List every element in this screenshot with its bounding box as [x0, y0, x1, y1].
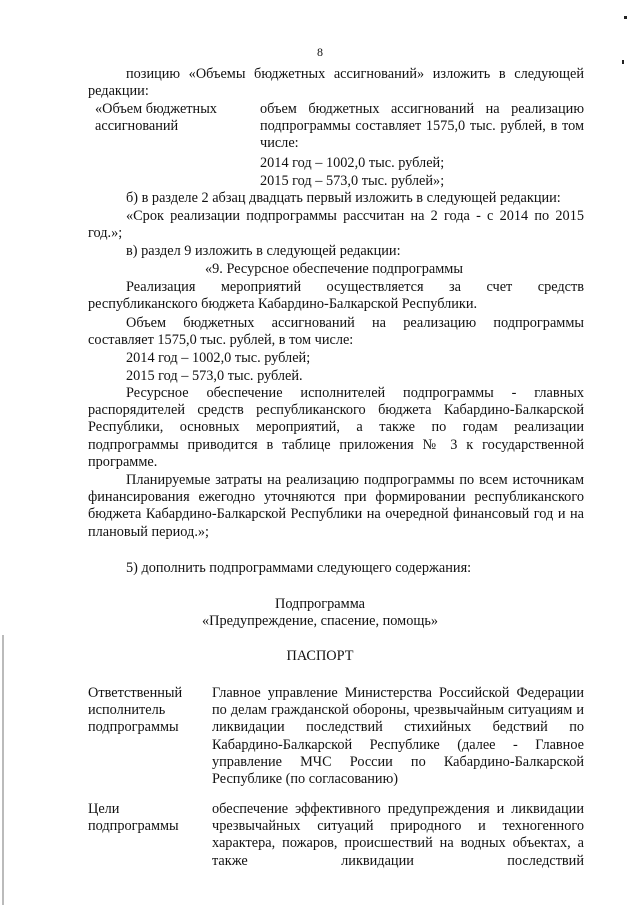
budget-2015: 2015 год – 573,0 тыс. рублей»;: [260, 173, 445, 189]
budget-label-line1: «Объем бюджетных: [95, 101, 217, 117]
section-9-2015: 2015 год – 573,0 тыс. рублей.: [126, 368, 303, 384]
passport-heading: ПАСПОРТ: [286, 648, 354, 664]
section-9-paragraph-2: Объем бюджетных ассигнований на реализацию подпрограммы составляет 1575,0 тыс. рублей, в том числе:: [88, 315, 584, 349]
section-9-title: «9. Ресурсное обеспечение подпрограммы: [205, 261, 463, 277]
scan-speck: [622, 60, 624, 64]
budget-label-line2: ассигнований: [95, 118, 179, 134]
budget-2014: 2014 год – 1002,0 тыс. рублей;: [260, 155, 445, 171]
row-responsible-label: Ответственный исполнитель подпрограммы: [88, 685, 183, 736]
paragraph-v: в) раздел 9 изложить в следующей редакции:: [126, 243, 401, 259]
paragraph-term: «Срок реализации подпрограммы рассчитан на 2 года - с 2014 по 2015 год.»;: [88, 208, 584, 242]
row-goals-value: обеспечение эффективного предупреждения и ликвидации чрезвычайных ситуаций природного и техногенного характера, пожаров, происшествий на водных объектах, а также ликвидации последствий: [212, 801, 584, 869]
paragraph-5: 5) дополнить подпрограммами следующего содержания:: [126, 560, 472, 576]
scan-edge-shadow: [2, 635, 4, 905]
row-responsible-value: Главное управление Министерства Российской Федерации по делам гражданской обороны, чрезвычайным ситуациям и ликвидации последствий стихийных бедствий по Кабардино-Балкарской Республике (далее - Главное управление МЧС России по Кабардино-Балкарской Республике (по согласованию): [212, 685, 584, 788]
row-goals-label: Цели подпрограммы: [88, 801, 179, 835]
subprogram-title: «Предупреждение, спасение, помощь»: [201, 613, 439, 629]
paragraph-budget-position: позицию «Объемы бюджетных ассигнований» изложить в следующей редакции:: [88, 66, 584, 100]
section-9-paragraph-4: Планируемые затраты на реализацию подпрограммы по всем источникам финансирования ежегодно уточняются при формировании республиканского бюджета Кабардино-Балкарской Республики на очередной финансовый год и на плановый период.»;: [88, 472, 584, 540]
budget-value: объем бюджетных ассигнований на реализацию подпрограммы составляет 1575,0 тыс. рублей, в том числе:: [260, 101, 584, 152]
paragraph-b: б) в разделе 2 абзац двадцать первый изложить в следующей редакции:: [126, 190, 561, 206]
scan-speck: [624, 16, 627, 19]
page-number: 8: [317, 45, 323, 59]
section-9-paragraph-3: Ресурсное обеспечение исполнителей подпрограммы - главных распорядителей средств республиканского бюджета Кабардино-Балкарской Республики, основных мероприятий, а также по годам реализации подпрограммы приводится в таблице приложения № 3 к государственной программе.: [88, 385, 584, 470]
section-9-2014: 2014 год – 1002,0 тыс. рублей;: [126, 350, 311, 366]
section-9-paragraph-1: Реализация мероприятий осуществляется за счет средств республиканского бюджета Кабардино-Балкарской Республики.: [88, 279, 584, 313]
subprogram-heading: Подпрограмма: [275, 596, 365, 612]
